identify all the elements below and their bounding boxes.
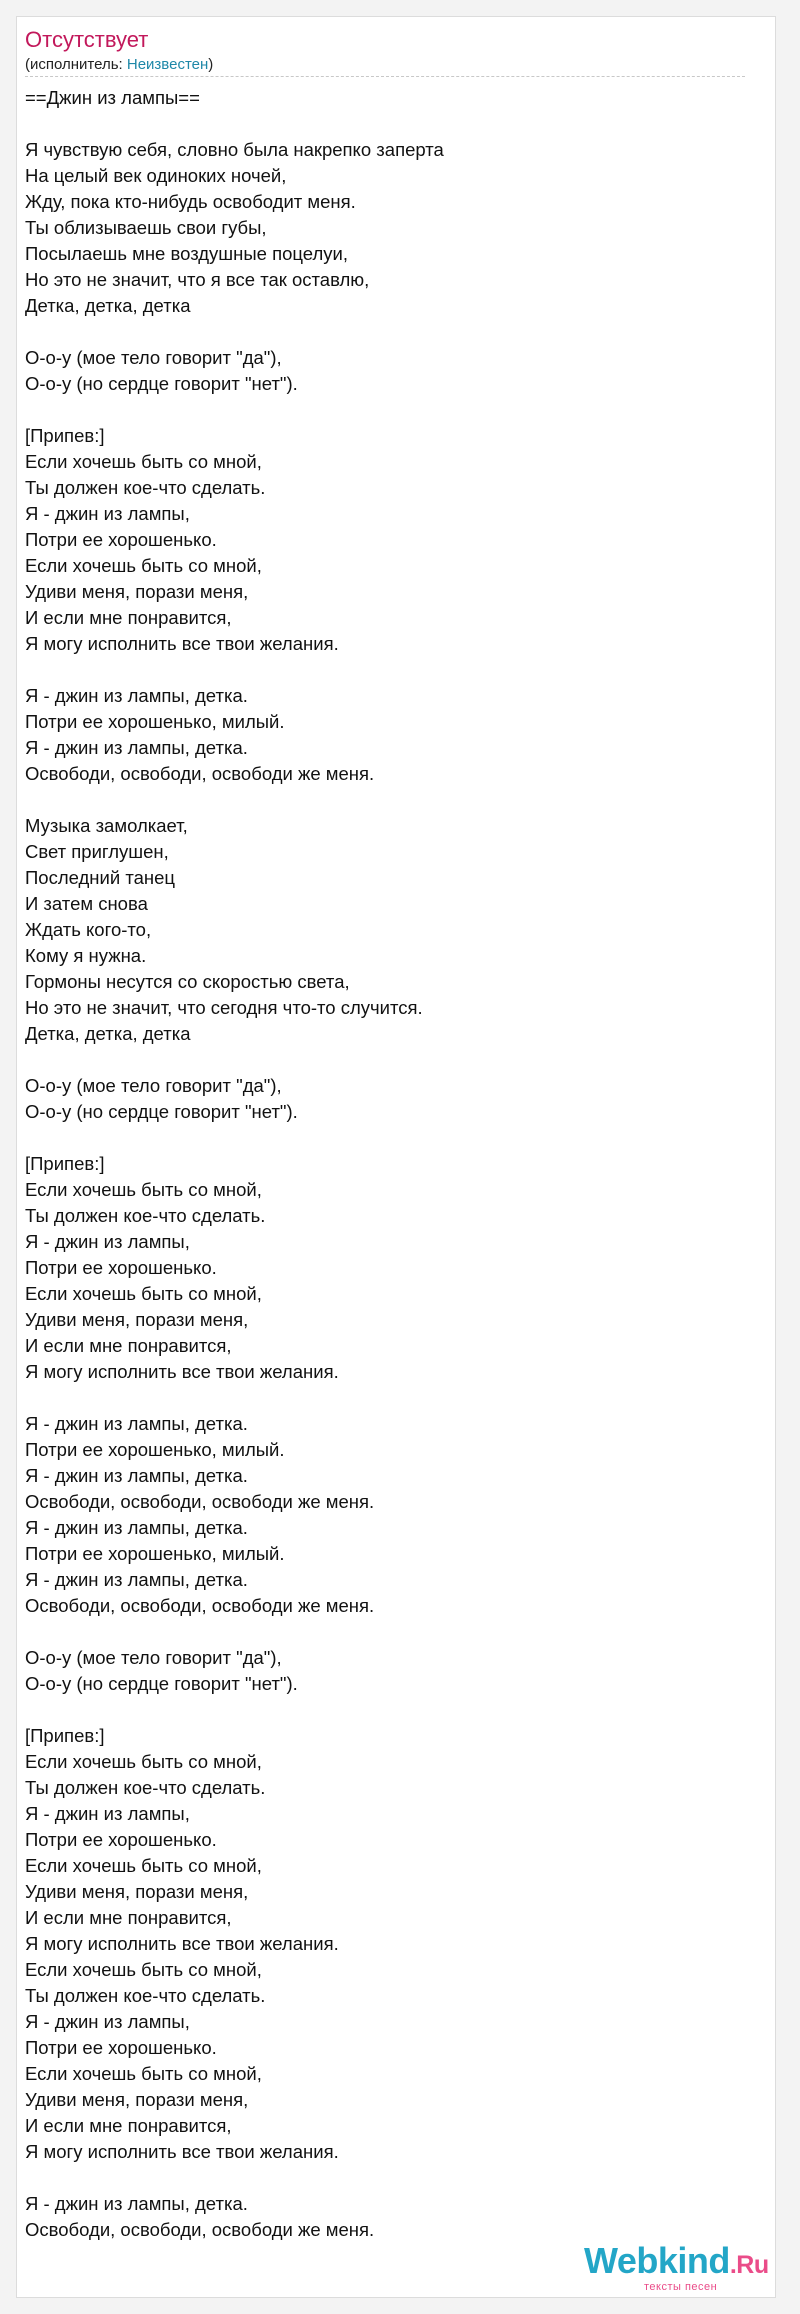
- lyrics-blank-line: [25, 787, 745, 813]
- song-title: Отсутствует: [25, 27, 149, 52]
- lyrics-line: О-о-у (мое тело говорит "да"),: [25, 1075, 282, 1096]
- performer-suffix: ): [208, 56, 214, 73]
- header-divider: [25, 76, 745, 77]
- lyrics-line: О-о-у (мое тело говорит "да"),: [25, 347, 282, 368]
- lyrics-line: Потри ее хорошенько, милый.: [25, 711, 285, 732]
- performer-prefix: (исполнитель:: [25, 56, 127, 73]
- lyrics-blank-line: [25, 397, 745, 423]
- lyrics-line: И затем снова: [25, 893, 148, 914]
- lyrics-blank-line: [25, 1047, 745, 1073]
- lyrics-blank-line: [25, 319, 745, 345]
- lyrics-line: Детка, детка, детка: [25, 1023, 191, 1044]
- lyrics-line: Освободи, освободи, освободи же меня.: [25, 763, 375, 784]
- performer-line: [25, 55, 213, 75]
- lyrics-line: Удиви меня, порази меня,: [25, 1881, 249, 1902]
- lyrics-text: [25, 85, 745, 2243]
- lyrics-line: Посылаешь мне воздушные поцелуи,: [25, 243, 348, 264]
- lyrics-blank-line: [25, 1125, 745, 1151]
- lyrics-line: Я - джин из лампы, детка.: [25, 1569, 248, 1590]
- lyrics-line: Музыка замолкает,: [25, 815, 188, 836]
- logo-name: Webkind: [584, 2240, 730, 2281]
- lyrics-line: Если хочешь быть со мной,: [25, 1283, 262, 1304]
- lyrics-line: Освободи, освободи, освободи же меня.: [25, 2219, 375, 2240]
- lyrics-line: На целый век одиноких ночей,: [25, 165, 287, 186]
- lyrics-line: Ты должен кое-что сделать.: [25, 1205, 266, 1226]
- lyrics-line: Потри ее хорошенько.: [25, 1257, 217, 1278]
- lyrics-line: Если хочешь быть со мной,: [25, 1959, 262, 1980]
- lyrics-line: Удиви меня, порази меня,: [25, 2089, 249, 2110]
- performer-link[interactable]: Неизвестен: [126, 56, 209, 73]
- lyrics-line: И если мне понравится,: [25, 607, 232, 628]
- lyrics-line: Я - джин из лампы,: [25, 2011, 190, 2032]
- logo-tagline: тексты песен: [644, 2281, 718, 2293]
- lyrics-line: И если мне понравится,: [25, 1335, 232, 1356]
- lyrics-line: Ты должен кое-что сделать.: [25, 1985, 266, 2006]
- lyrics-line: [Припев:]: [25, 425, 105, 446]
- lyrics-line: Если хочешь быть со мной,: [25, 1751, 262, 1772]
- lyrics-line: О-о-у (но сердце говорит "нет").: [25, 1101, 298, 1122]
- lyrics-line: [Припев:]: [25, 1725, 105, 1746]
- lyrics-line: Жду, пока кто-нибудь освободит меня.: [25, 191, 356, 212]
- lyrics-line: Последний танец: [25, 867, 175, 888]
- lyrics-line: О-о-у (но сердце говорит "нет").: [25, 1673, 298, 1694]
- lyrics-line: Я - джин из лампы, детка.: [25, 737, 248, 758]
- lyrics-line: Потри ее хорошенько, милый.: [25, 1439, 285, 1460]
- lyrics-line: Ждать кого-то,: [25, 919, 152, 940]
- lyrics-line: Если хочешь быть со мной,: [25, 555, 262, 576]
- lyrics-line: Потри ее хорошенько.: [25, 1829, 217, 1850]
- lyrics-line: Я - джин из лампы, детка.: [25, 1465, 248, 1486]
- lyrics-line: Гормоны несутся со скоростью света,: [25, 971, 350, 992]
- lyrics-blank-line: [25, 1619, 745, 1645]
- lyrics-line: О-о-у (мое тело говорит "да"),: [25, 1647, 282, 1668]
- lyrics-line: Если хочешь быть со мной,: [25, 2063, 262, 2084]
- lyrics-line: Ты должен кое-что сделать.: [25, 477, 266, 498]
- lyrics-line: Я - джин из лампы,: [25, 503, 190, 524]
- lyrics-line: Освободи, освободи, освободи же меня.: [25, 1595, 375, 1616]
- lyrics-line: Но это не значит, что я все так оставлю,: [25, 269, 370, 290]
- lyrics-line: Я - джин из лампы, детка.: [25, 685, 248, 706]
- lyrics-line: И если мне понравится,: [25, 2115, 232, 2136]
- lyrics-line: Я могу исполнить все твои желания.: [25, 1361, 339, 1382]
- lyrics-line: Кому я нужна.: [25, 945, 147, 966]
- lyrics-blank-line: [25, 2165, 745, 2191]
- lyrics-blank-line: [25, 111, 745, 137]
- lyrics-blank-line: [25, 657, 745, 683]
- lyrics-line: Ты облизываешь свои губы,: [25, 217, 267, 238]
- lyrics-line: Я могу исполнить все твои желания.: [25, 1933, 339, 1954]
- lyrics-line: Если хочешь быть со мной,: [25, 451, 262, 472]
- lyrics-line: О-о-у (но сердце говорит "нет").: [25, 373, 298, 394]
- lyrics-line: Детка, детка, детка: [25, 295, 191, 316]
- lyrics-line: Свет приглушен,: [25, 841, 169, 862]
- lyrics-line: Я - джин из лампы, детка.: [25, 1413, 248, 1434]
- lyrics-line: Если хочешь быть со мной,: [25, 1179, 262, 1200]
- lyrics-line: Я - джин из лампы,: [25, 1231, 190, 1252]
- lyrics-line: [Припев:]: [25, 1153, 105, 1174]
- lyrics-line: ==Джин из лампы==: [25, 87, 200, 108]
- logo-wordmark: [584, 2242, 769, 2284]
- lyrics-blank-line: [25, 1385, 745, 1411]
- webkind-logo[interactable]: [568, 2224, 778, 2294]
- lyrics-line: Но это не значит, что сегодня что-то случится.: [25, 997, 423, 1018]
- lyrics-line: Я чувствую себя, словно была накрепко заперта: [25, 139, 444, 160]
- lyrics-line: Я - джин из лампы, детка.: [25, 1517, 248, 1538]
- lyrics-line: Я - джин из лампы, детка.: [25, 2193, 248, 2214]
- logo-domain: .Ru: [729, 2251, 769, 2279]
- lyrics-line: Удиви меня, порази меня,: [25, 581, 249, 602]
- lyrics-line: Я - джин из лампы,: [25, 1803, 190, 1824]
- lyrics-line: Удиви меня, порази меня,: [25, 1309, 249, 1330]
- lyrics-line: Я могу исполнить все твои желания.: [25, 2141, 339, 2162]
- lyrics-blank-line: [25, 1697, 745, 1723]
- lyrics-line: Если хочешь быть со мной,: [25, 1855, 262, 1876]
- lyrics-line: И если мне понравится,: [25, 1907, 232, 1928]
- lyrics-line: Я могу исполнить все твои желания.: [25, 633, 339, 654]
- lyrics-line: Потри ее хорошенько.: [25, 2037, 217, 2058]
- lyrics-line: Потри ее хорошенько.: [25, 529, 217, 550]
- lyrics-line: Освободи, освободи, освободи же меня.: [25, 1491, 375, 1512]
- lyrics-line: Ты должен кое-что сделать.: [25, 1777, 266, 1798]
- lyrics-line: Потри ее хорошенько, милый.: [25, 1543, 285, 1564]
